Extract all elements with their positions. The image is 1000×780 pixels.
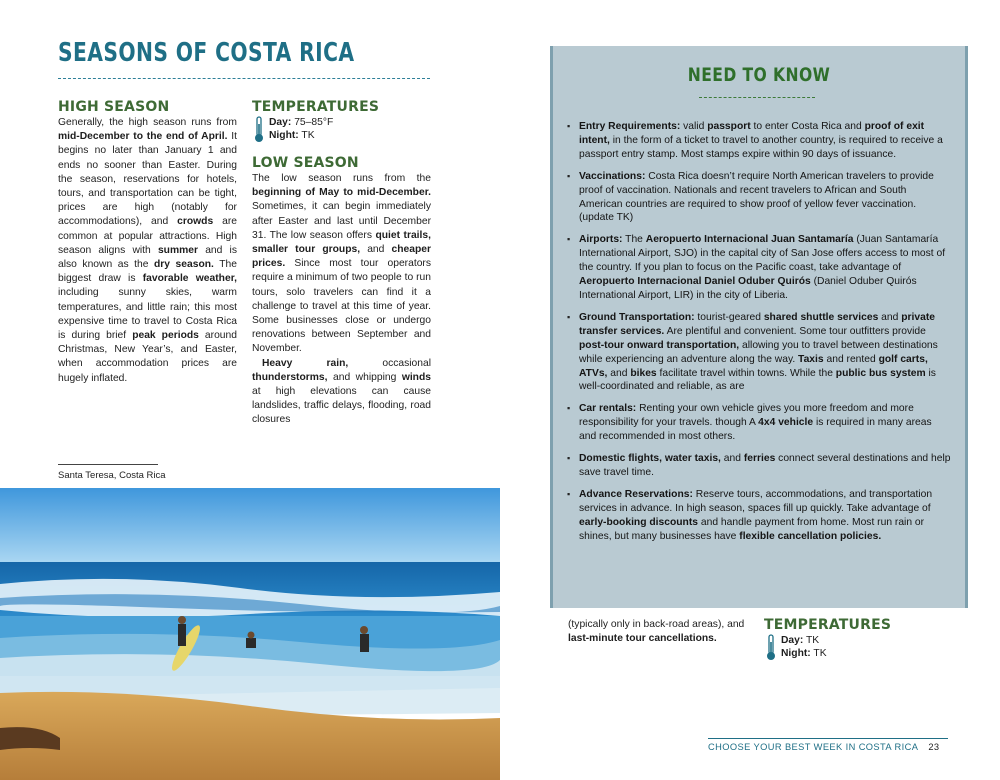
low-season-text-2: Heavy rain, occasional thunderstorms, and whipping winds at high elevations can cause landslides, traffic delays, flooding, road closures: [252, 357, 431, 426]
caption-rule: [58, 464, 158, 465]
title-divider: [58, 78, 430, 79]
low-season-heading: LOW SEASON: [252, 155, 359, 171]
need-to-know-box: [550, 46, 968, 608]
need-to-know-title: NEED TO KNOW: [687, 64, 831, 86]
temp-night-2: Night: TK: [781, 648, 827, 659]
list-item: ▪ Airports: The Aeropuerto Internacional Juan Santamaría (Juan Santamaría International Airport, SJO) in the capital city of San Jose offers access to most of the country. If you plan to focus on the Pacific coast, take advantage of Aeropuerto Internacional Daniel Oduber Quirós (Daniel Oduber Quirós International Airport, LIR) in the city of Liberia.: [567, 233, 951, 303]
temperatures-heading: TEMPERATURES: [252, 99, 380, 115]
low-season-text-1: The low season runs from the beginning of May to mid-December. Sometimes, it can begin immediately after Easter and last until December 31. The low season offers quiet trails, smaller tour groups, and cheaper prices. Since most tour operators require a minimum of two people to run tours, solo travelers can find it a challenge to travel at this time of year. Some businesses close or undergo renovations between September and November.: [252, 173, 431, 355]
list-item: ▪ Entry Requirements: valid passport to enter Costa Rica and proof of exit intent, in the form of a ticket to travel to another country, is required to receive a passport entry stamp. Most stamps expire within 90 days of issuance.: [567, 120, 951, 162]
beach-photo: [0, 488, 500, 780]
page-number: 23: [928, 742, 940, 752]
high-season-text: Generally, the high season runs from mid-December to the end of April. It begins no later than January 1 and ends no sooner than Easter. During the season, reservations for hotels, tours, and transportation can be tight, prices are high (notably for accommodations), and crowds are common at popular attractions. High season aligns with summer and is also known as the dry season. The biggest draw is favorable weather, including sunny skies, warm temperatures, and little rain; this most expensive time to travel to Costa Rica is during brief peak periods around Christmas, New Year’s, and Easter, when accommodation prices are hugely inflated.: [58, 117, 237, 384]
right-column: [252, 99, 431, 428]
temperatures-values-2: [764, 634, 904, 662]
need-to-know-list: [567, 120, 951, 551]
high-season-column: [58, 99, 237, 386]
photo-caption: Santa Teresa, Costa Rica: [58, 470, 166, 481]
continued-text: (typically only in back-road areas), and last-minute tour cancellations.: [568, 619, 745, 644]
high-season-heading: HIGH SEASON: [58, 99, 170, 115]
running-footer: [708, 738, 948, 752]
list-item: ▪ Advance Reservations: Reserve tours, accommodations, and transportation services in advance. In high season, spaces fill up quickly. Take advantage of early-booking discounts and handle payment from home. Most run rain or shines, but many businesses have flexible cancellation policies.: [567, 488, 951, 544]
list-item: ▪ Ground Transportation: tourist-geared shared shuttle services and private transfer services. Are plentiful and convenient. Some tour outfitters provide post-tour onward transportation, allowing you to travel between destinations while experiencing an adventure along the way. Taxis and rented golf carts, ATVs, and bikes facilitate travel within towns. While the public bus system is well-coordinated and reliable, as are: [567, 311, 951, 394]
temperatures-heading-2: TEMPERATURES: [764, 617, 892, 633]
thermometer-icon: [252, 116, 266, 144]
page-title: SEASONS OF COSTA RICA: [58, 38, 355, 68]
right-page: [500, 0, 1000, 780]
temperatures-block-2: [764, 617, 904, 662]
temp-day: Day: 75–85°F: [269, 117, 334, 128]
footer-title: CHOOSE YOUR BEST WEEK IN COSTA RICA: [708, 742, 919, 752]
temp-night: Night: TK: [269, 130, 315, 141]
temp-day-2: Day: TK: [781, 635, 820, 646]
list-item: ▪ Car rentals: Renting your own vehicle gives you more freedom and more responsibility for your travels. though A 4x4 vehicle is required in many areas and recommended in most others.: [567, 402, 951, 444]
temperatures-block: [252, 116, 431, 144]
list-item: ▪ Vaccinations: Costa Rica doesn’t require North American travelers to provide proof of vaccination. Nationals and recent travelers to African and South American countries are required to show proof of yellow fever vaccination. (update TK): [567, 170, 951, 226]
need-to-know-divider: [699, 97, 815, 98]
thermometer-icon: [764, 634, 778, 662]
list-item: ▪ Domestic flights, water taxis, and ferries connect several destinations and help save travel time.: [567, 452, 951, 480]
